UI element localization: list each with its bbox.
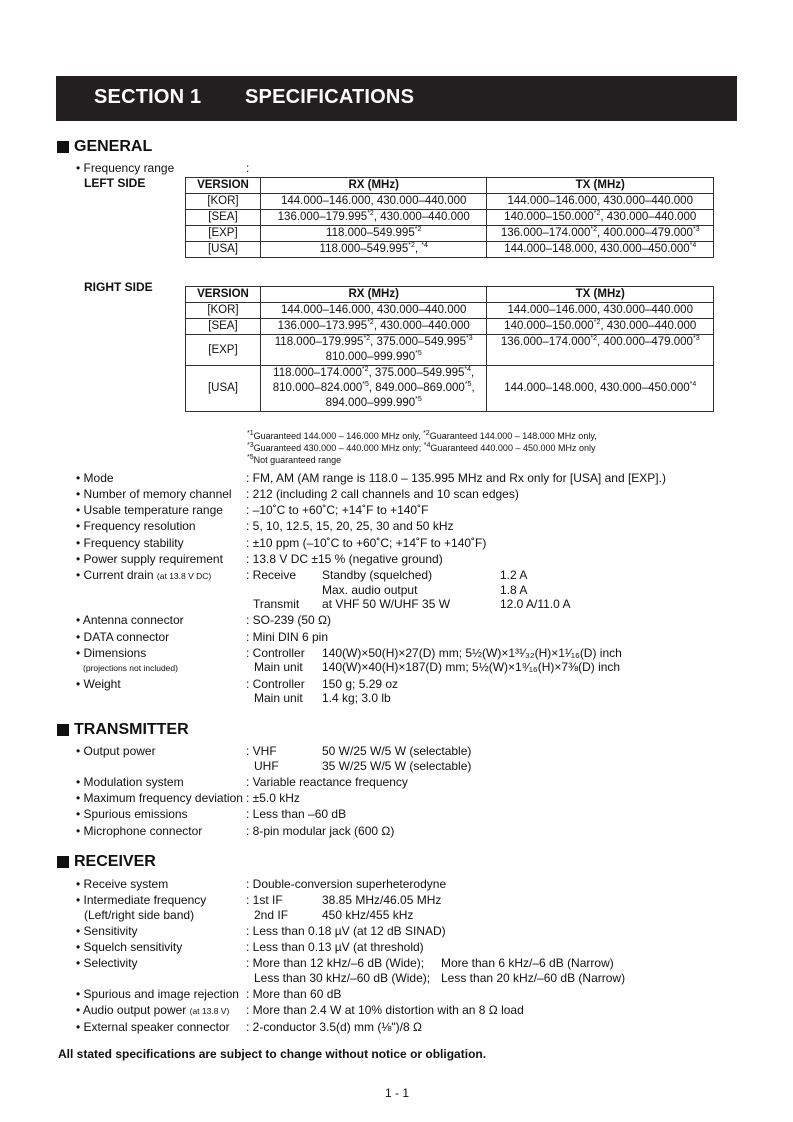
col-version: VERSION bbox=[186, 287, 261, 303]
current-standby: Standby (squelched) bbox=[322, 568, 433, 582]
dimensions-note: (projections not included) bbox=[83, 663, 178, 673]
disclaimer: All stated specifications are subject to change without notice or obligation. bbox=[58, 1047, 487, 1061]
bullet-square-icon bbox=[57, 856, 69, 868]
data-connector-label: • DATA connector bbox=[76, 630, 170, 644]
deviation-value: : ±5.0 kHz bbox=[246, 791, 300, 805]
output-uhf-value: 35 W/25 W/5 W (selectable) bbox=[322, 759, 472, 773]
table-row bbox=[186, 303, 714, 319]
current-transmit-cond: at VHF 50 W/UHF 35 W bbox=[322, 597, 451, 611]
current-transmit: Transmit bbox=[253, 597, 300, 611]
cell-version: [EXP] bbox=[186, 226, 261, 242]
audio-output-label bbox=[76, 1003, 229, 1018]
dimensions-main: Main unit bbox=[254, 660, 303, 674]
modulation-value: : Variable reactance frequency bbox=[246, 775, 408, 789]
if-label: • Intermediate frequency bbox=[76, 893, 207, 907]
memory-label: • Number of memory channel bbox=[76, 487, 232, 501]
table-row bbox=[186, 335, 714, 366]
cell-tx: 144.000–146.000, 430.000–440.000 bbox=[487, 303, 714, 319]
section-header bbox=[56, 76, 737, 121]
modulation-label: • Modulation system bbox=[76, 775, 184, 789]
cell-rx bbox=[260, 366, 487, 412]
cell-tx: 136.000–174.000$^{*2}$, 400.000–479.000$^{*3}$ bbox=[487, 335, 714, 366]
audio-output-note: (at 13.8 V) bbox=[189, 1006, 230, 1016]
output-vhf-value: 50 W/25 W/5 W (selectable) bbox=[322, 744, 472, 758]
note-line: $^{*3}$Guaranteed 430.000 – 440.000 MHz only; $^{*4}$Guaranteed 440.000 – 450.000 MHz only bbox=[247, 442, 596, 453]
resolution-label: • Frequency resolution bbox=[76, 519, 196, 533]
table-row bbox=[186, 242, 714, 258]
current-transmit-value: 12.0 A/11.0 A bbox=[500, 597, 571, 611]
data-connector-value: : Mini DIN 6 pin bbox=[246, 630, 329, 644]
weight-controller-value: 150 g; 5.29 oz bbox=[322, 677, 399, 691]
right-side-label: RIGHT SIDE bbox=[84, 280, 153, 294]
speaker-connector-label: • External speaker connector bbox=[76, 1020, 230, 1034]
receiver-title: RECEIVER bbox=[74, 853, 156, 870]
general-heading bbox=[57, 138, 152, 156]
weight-main: Main unit bbox=[254, 691, 303, 705]
output-power-label: • Output power bbox=[76, 744, 156, 758]
cell-rx: 136.000–179.995$^{*2}$, 430.000–440.000 bbox=[260, 210, 487, 226]
receive-system-value: : Double-conversion superheterodyne bbox=[246, 877, 447, 891]
left-side-label: LEFT SIDE bbox=[84, 176, 146, 190]
cell-tx: 136.000–174.000$^{*2}$, 400.000–479.000$^{*3}$ bbox=[487, 226, 714, 242]
cell-rx-line: 894.000–999.990$^{*5}$ bbox=[325, 396, 422, 409]
left-side-table bbox=[185, 177, 714, 258]
cell-rx: 118.000–549.995$^{*2}$, $^{*4}$ bbox=[260, 242, 487, 258]
antenna-value: : SO-239 (50 Ω) bbox=[246, 613, 332, 627]
cell-version: [SEA] bbox=[186, 210, 261, 226]
weight-controller: : Controller bbox=[246, 677, 305, 691]
cell-tx: 144.000–148.000, 430.000–450.000$^{*4}$ bbox=[487, 366, 714, 412]
dimensions-controller: : Controller bbox=[246, 646, 305, 660]
mode-value: : FM, AM (AM range is 118.0 – 135.995 MHz and Rx only for [USA] and [EXP].) bbox=[246, 471, 666, 485]
current-standby-value: 1.2 A bbox=[500, 568, 528, 582]
cell-rx-line: 810.000–824.000$^{*5}$, 849.000–869.000$^{*5}$, bbox=[272, 381, 475, 394]
col-tx: TX (MHz) bbox=[487, 178, 714, 194]
microphone-label: • Microphone connector bbox=[76, 824, 203, 838]
cell-rx: 118.000–549.995$^{*2}$ bbox=[260, 226, 487, 242]
right-side-table bbox=[185, 286, 714, 412]
transmitter-title: TRANSMITTER bbox=[74, 721, 189, 738]
receive-system-label: • Receive system bbox=[76, 877, 169, 891]
table-header-row bbox=[186, 287, 714, 303]
general-title: GENERAL bbox=[74, 138, 153, 155]
audio-output-text: • Audio output power bbox=[76, 1003, 187, 1017]
col-rx: RX (MHz) bbox=[260, 287, 487, 303]
cell-tx: 144.000–148.000, 430.000–450.000$^{*4}$ bbox=[487, 242, 714, 258]
cell-version: [USA] bbox=[186, 366, 261, 412]
cell-tx: 140.000–150.000$^{*2}$, 430.000–440.000 bbox=[487, 319, 714, 335]
section-title: SPECIFICATIONS bbox=[245, 86, 415, 108]
squelch-label: • Squelch sensitivity bbox=[76, 940, 183, 954]
cell-rx-line: 118.000–174.000$^{*2}$, 375.000–549.995$^{*4}$, bbox=[273, 366, 475, 379]
if2-label: 2nd IF bbox=[254, 908, 289, 922]
col-version: VERSION bbox=[186, 178, 261, 194]
image-rejection-value: : More than 60 dB bbox=[246, 987, 342, 1001]
dimensions-controller-value: 140(W)×50(H)×27(D) mm; 5½(W)×1³¹⁄₃₂(H)×1¹⁄₁₆(D) inch bbox=[322, 646, 622, 660]
dimensions-label: • Dimensions bbox=[76, 646, 147, 660]
spurious-value: : Less than –60 dB bbox=[246, 807, 347, 821]
col-rx: RX (MHz) bbox=[260, 178, 487, 194]
cell-rx: 144.000–146.000, 430.000–440.000 bbox=[260, 303, 487, 319]
cell-rx: 136.000–173.995$^{*2}$, 430.000–440.000 bbox=[260, 319, 487, 335]
output-uhf: UHF bbox=[254, 759, 279, 773]
page-number: 1 - 1 bbox=[385, 1086, 410, 1100]
selectivity-value-1: : More than 12 kHz/–6 dB (Wide); bbox=[246, 956, 425, 970]
cell-version: [KOR] bbox=[186, 194, 261, 210]
mode-label: • Mode bbox=[76, 471, 114, 485]
if-sub-label: (Left/right side band) bbox=[84, 908, 195, 922]
receiver-heading bbox=[57, 853, 156, 871]
sensitivity-value: : Less than 0.18 µV (at 12 dB SINAD) bbox=[246, 924, 446, 938]
table-row bbox=[186, 366, 714, 412]
note-line: $^{*5}$Not guaranteed range bbox=[247, 454, 342, 465]
bullet-square-icon bbox=[57, 724, 69, 736]
cell-tx: 140.000–150.000$^{*2}$, 430.000–440.000 bbox=[487, 210, 714, 226]
cell-tx: 144.000–146.000, 430.000–440.000 bbox=[487, 194, 714, 210]
selectivity-label: • Selectivity bbox=[76, 956, 138, 970]
col-tx: TX (MHz) bbox=[487, 287, 714, 303]
cell-version: [USA] bbox=[186, 242, 261, 258]
stability-value: : ±10 ppm (–10˚C to +60˚C; +14˚F to +140˚F) bbox=[246, 536, 487, 550]
bullet-square-icon bbox=[57, 141, 69, 153]
resolution-value: : 5, 10, 12.5, 15, 20, 25, 30 and 50 kHz bbox=[246, 519, 454, 533]
power-supply-label: • Power supply requirement bbox=[76, 552, 223, 566]
current-receive: : Receive bbox=[246, 568, 297, 582]
antenna-label: • Antenna connector bbox=[76, 613, 184, 627]
selectivity-value-2: Less than 30 kHz/–60 dB (Wide); bbox=[254, 971, 431, 985]
cell-rx-line: 118.000–179.995$^{*2}$, 375.000–549.995$^{*3}$ bbox=[274, 335, 473, 348]
current-max-audio: Max. audio output bbox=[322, 583, 418, 597]
microphone-value: : 8-pin modular jack (600 Ω) bbox=[246, 824, 395, 838]
cell-version: [SEA] bbox=[186, 319, 261, 335]
freq-range-label: • Frequency range bbox=[76, 161, 175, 175]
table-header-row bbox=[186, 178, 714, 194]
note-line: $^{*1}$Guaranteed 144.000 – 146.000 MHz only, $^{*2}$Guaranteed 144.000 – 148.000 MHz only, bbox=[247, 430, 597, 441]
deviation-label: • Maximum frequency deviation bbox=[76, 791, 243, 805]
weight-label: • Weight bbox=[76, 677, 121, 691]
table-row bbox=[186, 210, 714, 226]
dimensions-main-value: 140(W)×40(H)×187(D) mm; 5½(W)×1⁹⁄₁₆(H)×7⅜(D) inch bbox=[322, 660, 621, 674]
output-vhf: : VHF bbox=[246, 744, 277, 758]
image-rejection-label: • Spurious and image rejection bbox=[76, 987, 239, 1001]
temperature-label: • Usable temperature range bbox=[76, 503, 223, 517]
table-row bbox=[186, 194, 714, 210]
table-row bbox=[186, 319, 714, 335]
if1-value: 38.85 MHz/46.05 MHz bbox=[322, 893, 442, 907]
selectivity-value-1b: More than 6 kHz/–6 dB (Narrow) bbox=[441, 956, 614, 970]
weight-main-value: 1.4 kg; 3.0 lb bbox=[322, 691, 391, 705]
current-max-audio-value: 1.8 A bbox=[500, 583, 528, 597]
table-row bbox=[186, 226, 714, 242]
current-drain-label bbox=[76, 568, 211, 583]
transmitter-heading bbox=[57, 721, 189, 739]
sensitivity-label: • Sensitivity bbox=[76, 924, 138, 938]
cell-rx-line: 810.000–999.990$^{*5}$ bbox=[325, 350, 422, 363]
cell-rx bbox=[260, 335, 487, 366]
power-supply-value: : 13.8 V DC ±15 % (negative ground) bbox=[246, 552, 443, 566]
squelch-value: : Less than 0.13 µV (at threshold) bbox=[246, 940, 424, 954]
stability-label: • Frequency stability bbox=[76, 536, 184, 550]
section-number: SECTION 1 bbox=[94, 86, 202, 108]
cell-version: [KOR] bbox=[186, 303, 261, 319]
speaker-connector-value: : 2-conductor 3.5(d) mm (⅛")/8 Ω bbox=[246, 1020, 422, 1034]
audio-output-value: : More than 2.4 W at 10% distortion with an 8 Ω load bbox=[246, 1003, 524, 1017]
cell-version: [EXP] bbox=[186, 335, 261, 366]
if1-label: : 1st IF bbox=[246, 893, 283, 907]
freq-range-colon: : bbox=[246, 161, 250, 175]
if2-value: 450 kHz/455 kHz bbox=[322, 908, 414, 922]
range-notes bbox=[247, 430, 597, 466]
selectivity-value-2b: Less than 20 kHz/–60 dB (Narrow) bbox=[441, 971, 626, 985]
spurious-label: • Spurious emissions bbox=[76, 807, 188, 821]
current-drain-note: (at 13.8 V DC) bbox=[156, 571, 212, 581]
temperature-value: : –10˚C to +60˚C; +14˚F to +140˚F bbox=[246, 503, 429, 517]
current-drain-text: • Current drain bbox=[76, 568, 154, 582]
cell-rx: 144.000–146.000, 430.000–440.000 bbox=[260, 194, 487, 210]
memory-value: : 212 (including 2 call channels and 10 scan edges) bbox=[246, 487, 519, 501]
